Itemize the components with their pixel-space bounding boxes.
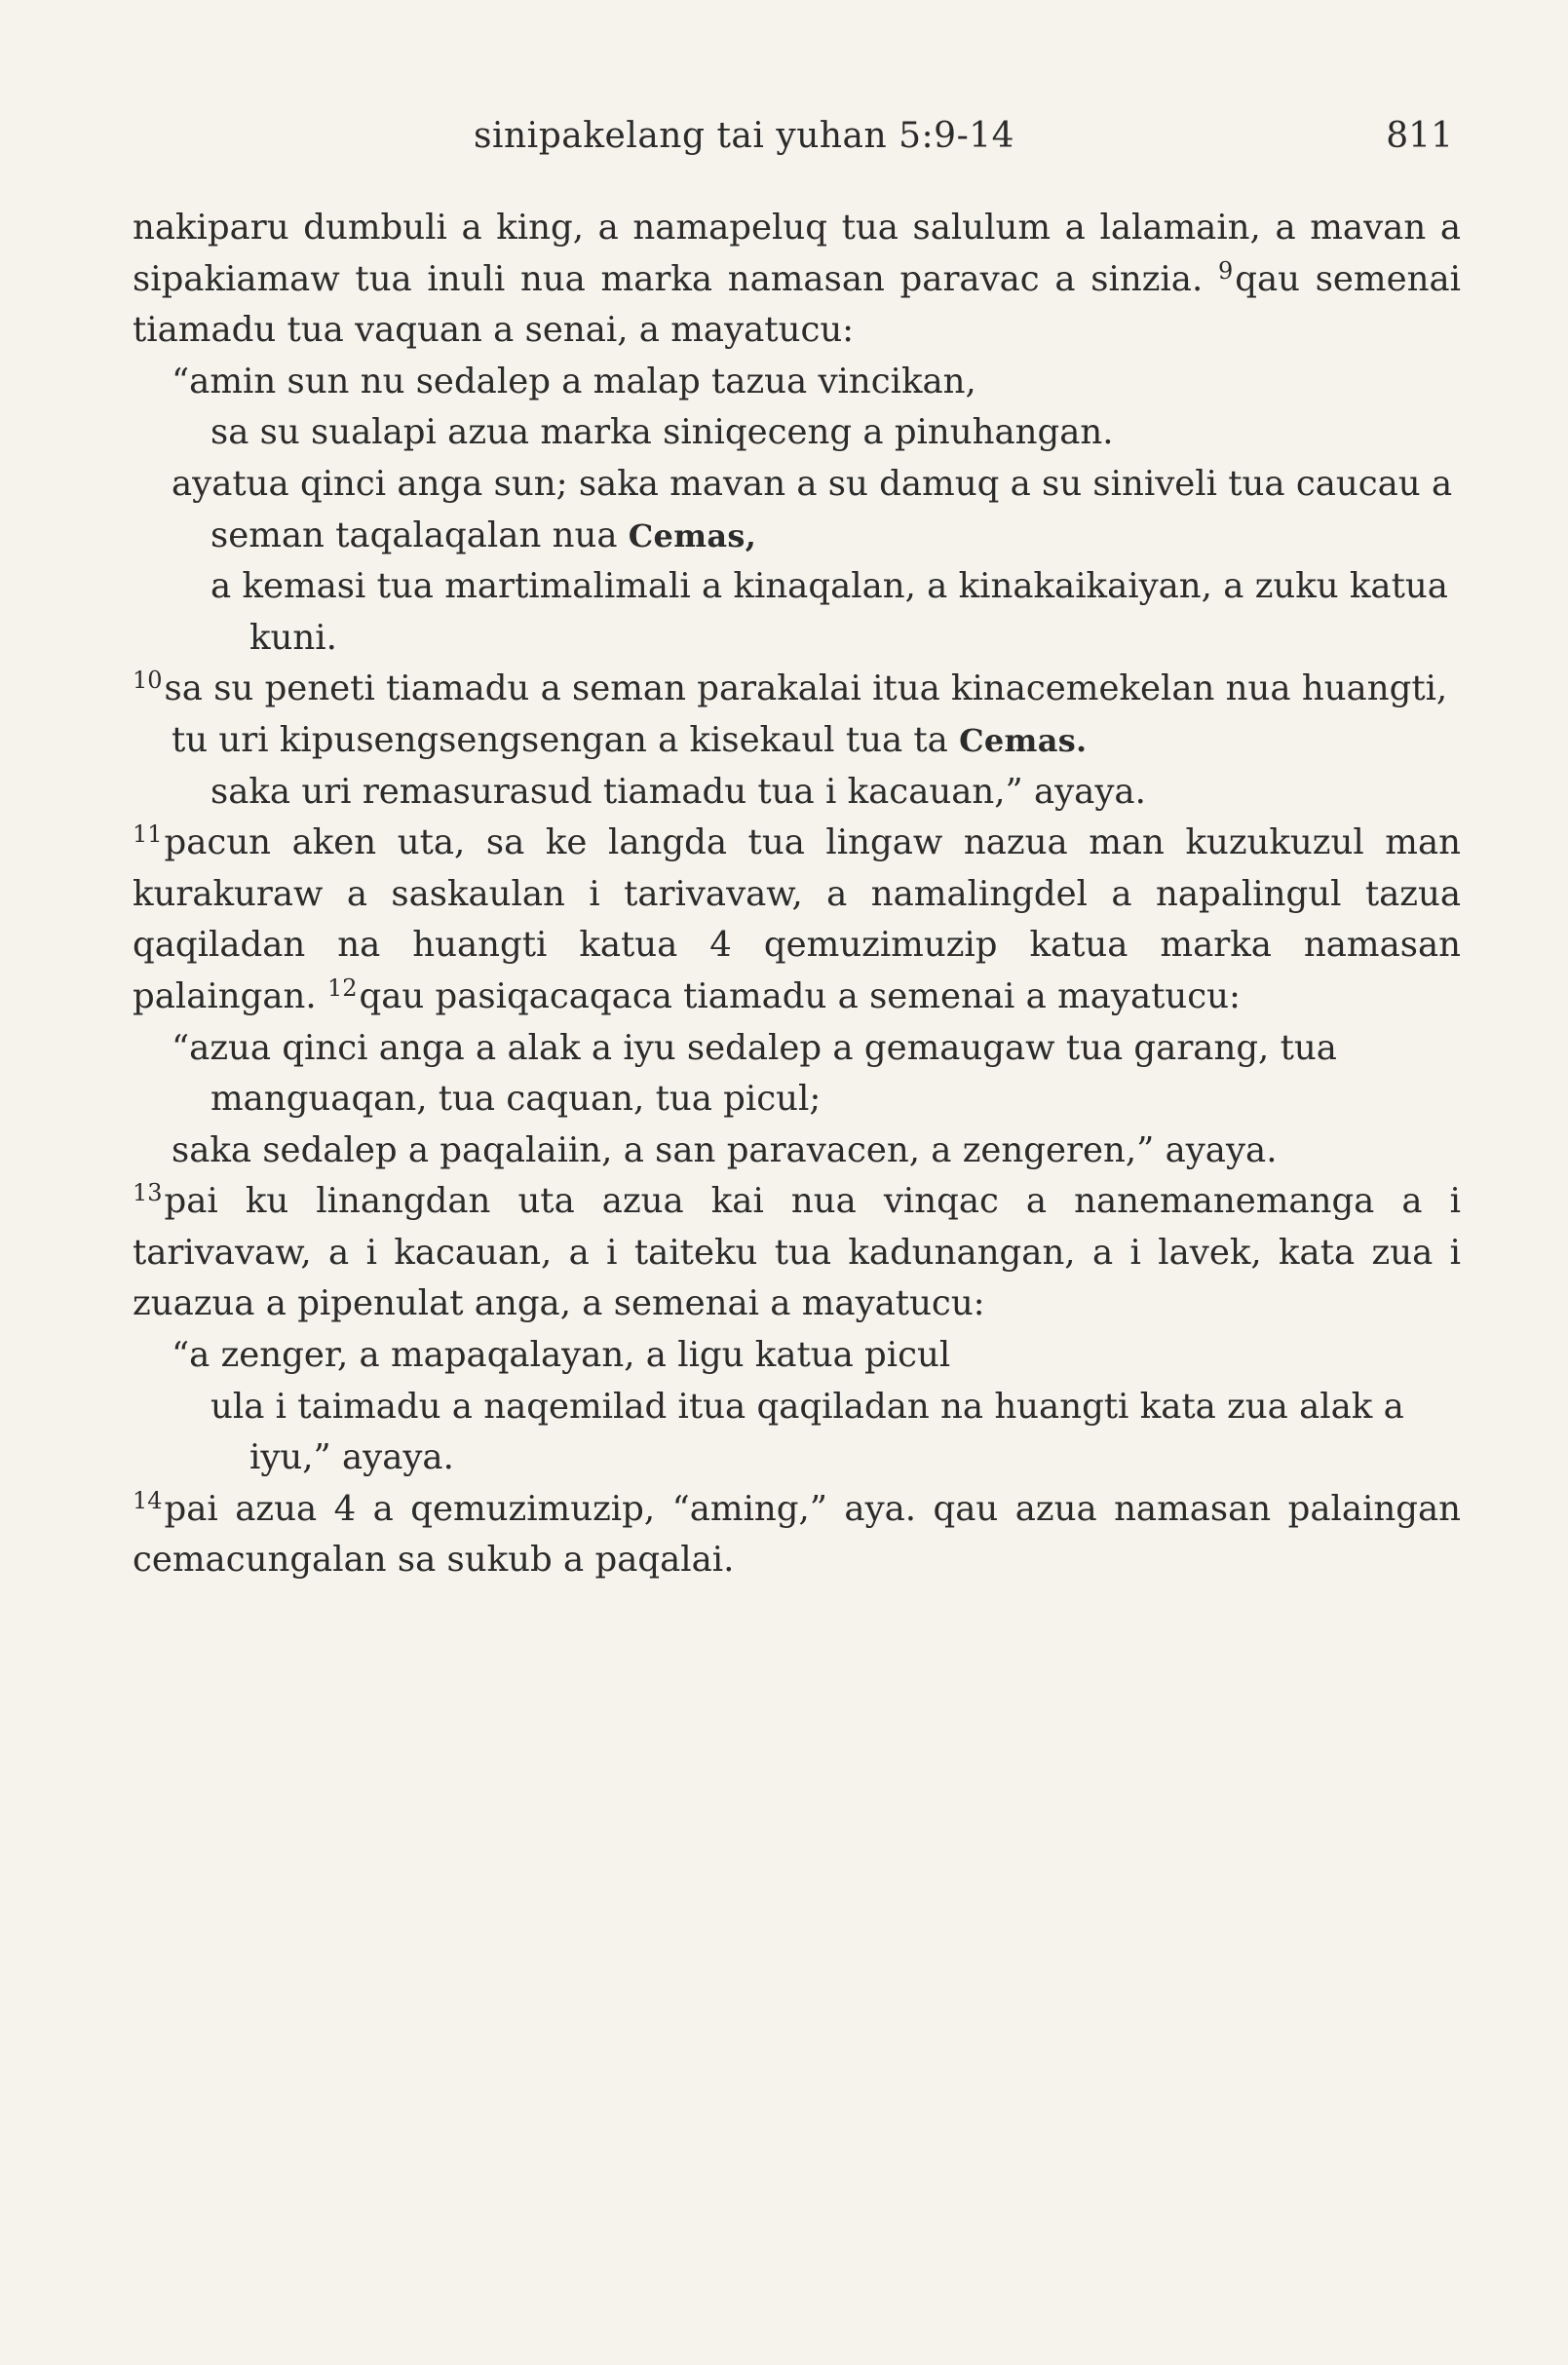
paragraph-text: qau semenai tiamadu tua vaquan a senai, a mayatucu:: [133, 258, 1461, 351]
paragraph: [133, 203, 1461, 357]
poetry-block: [133, 357, 1461, 818]
poetry-line: “amin sun nu sedalep a malap tazua vincikan,: [172, 361, 976, 401]
verse-number: 9: [1217, 256, 1234, 285]
paragraph-text: pai azua 4 a qemuzimuzip, “aming,” aya. qau azua namasan palaingan cemacungalan sa sukub a paqalai.: [133, 1488, 1461, 1581]
paragraph: [133, 818, 1461, 1022]
paragraph: [133, 1484, 1461, 1586]
poetry-line: ula i taimadu a naqemilad itua qaqiladan na huangti kata zua alak a iyu,” ayaya.: [210, 1386, 1404, 1478]
page-header: [133, 97, 1461, 175]
poetry-line: “azua qinci anga a alak a iyu sedalep a gemaugaw tua garang, tua manguaqan, tua caquan, tua picul;: [172, 1027, 1337, 1120]
poetry-text: tu uri kipusengsengsengan a kisekaul tua ta: [172, 719, 960, 760]
verse-number: 14: [133, 1486, 163, 1514]
paragraph-text: pacun aken uta, sa ke langda tua lingaw nazua man kuzukuzul man kurakuraw a saskaulan i tarivavaw, a namalingdel a napalingul tazua qaqiladan na huangti katua 4 qemuzimuzip katua marka namasan palaingan.: [133, 822, 1461, 1016]
verse-number: 12: [326, 973, 358, 1002]
divine-name: Cemas,: [628, 516, 757, 554]
poetry-line: a kemasi tua martimalimali a kinaqalan, a kinakaikaiyan, a zuku katua kuni.: [210, 566, 1448, 658]
page-body: [133, 203, 1461, 1586]
poetry-line: [133, 715, 1461, 767]
poetry-line: [133, 664, 1461, 715]
poetry-line: saka sedalep a paqalaiin, a san paravacen, a zengeren,” ayaya.: [172, 1129, 1278, 1170]
running-title: sinipakelang tai yuhan 5:9-14: [474, 116, 1015, 156]
paragraph: [133, 1176, 1461, 1330]
poetry-text: ayatua qinci anga sun; saka mavan a su damuq a su siniveli tua caucau a seman taqalaqalan nua: [172, 463, 1453, 555]
poetry-line: saka uri remasurasud tiamadu tua i kacauan,” ayaya.: [210, 771, 1146, 812]
poetry-line: “a zenger, a mapaqalayan, a ligu katua picul: [172, 1335, 951, 1376]
poetry-text: sa su peneti tiamadu a seman parakalai itua kinacemekelan nua huangti,: [164, 668, 1448, 709]
page-number: 811: [1386, 116, 1453, 156]
verse-number: 10: [133, 667, 163, 695]
poetry-block: [133, 1330, 1461, 1484]
poetry-line: [133, 459, 1461, 561]
poetry-line: sa su sualapi azua marka siniqeceng a pinuhangan.: [210, 412, 1114, 453]
verse-number: 13: [133, 1179, 163, 1207]
paragraph-text: qau pasiqacaqaca tiamadu a semenai a mayatucu:: [359, 975, 1241, 1016]
paragraph-text: pai ku linangdan uta azua kai nua vinqac a nanemanemanga a i tarivavaw, a i kacauan, a i taiteku tua kadunangan, a i lavek, kata zua i zuazua a pipenulat anga, a semenai a mayatucu:: [133, 1181, 1461, 1324]
poetry-block: [133, 1023, 1461, 1177]
verse-number: 11: [133, 820, 163, 849]
paragraph-text: nakiparu dumbuli a king, a namapeluq tua salulum a lalamain, a mavan a sipakiamaw tua inuli nua marka namasan paravac a sinzia.: [133, 208, 1461, 299]
divine-name: Cemas.: [959, 721, 1088, 759]
